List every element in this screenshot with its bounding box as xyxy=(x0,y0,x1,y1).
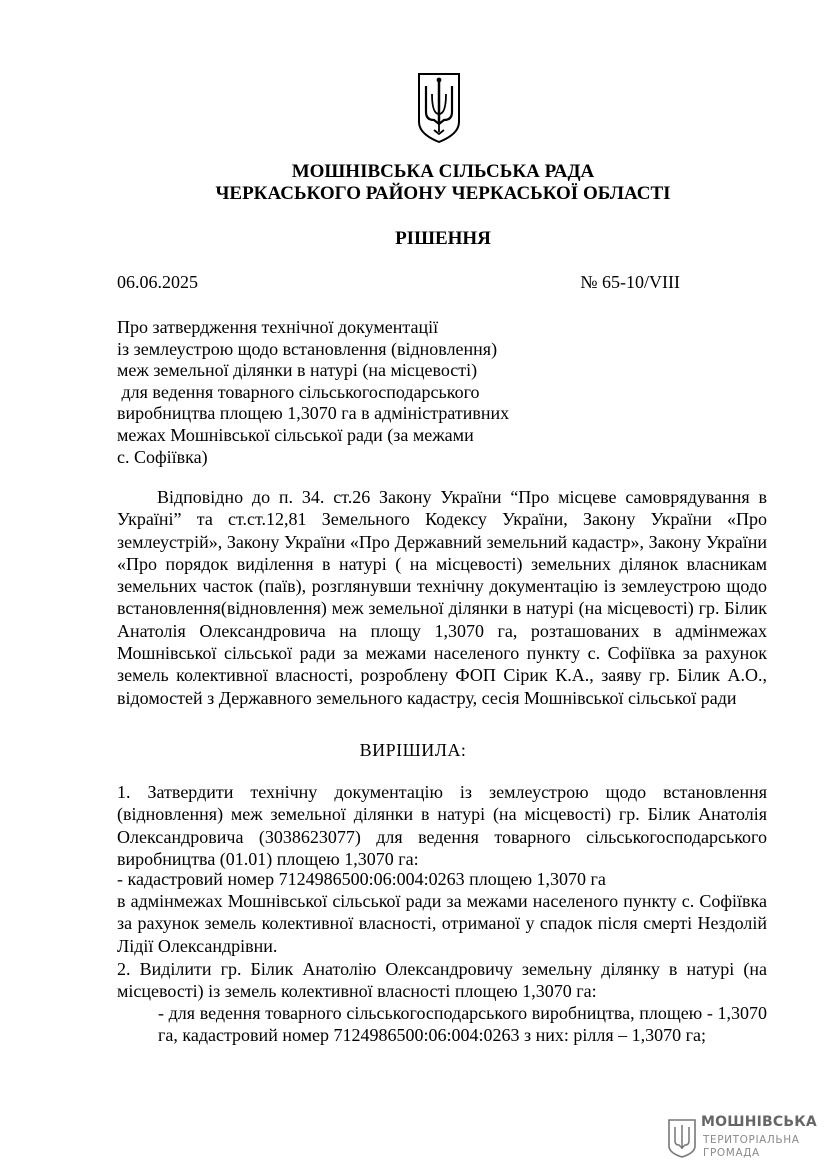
trident-coat-of-arms-icon xyxy=(416,72,462,144)
community-logo-title: МОШНІВСЬКА xyxy=(701,1114,817,1130)
community-emblem-icon xyxy=(667,1118,697,1158)
community-logo-subtitle-2: ГРОМАДА xyxy=(703,1147,760,1159)
district-name: ЧЕРКАСЬКОГО РАЙОНУ ЧЕРКАСЬКОЇ ОБЛАСТІ xyxy=(215,183,671,204)
item-2-detail: - для ведення товарного сільськогосподарського виробництва, площею - 1,3070 га, кадастровий номер 7124986500:06:004:0263 з них: рілля – 1,3070 га; xyxy=(158,1003,767,1046)
decision-number: № 65-10/VIII xyxy=(580,272,680,292)
item-1-location: в адмінмежах Мошнівської сільської ради за межами населеного пункту с. Софіївка за рахунок земель колективної власності, отриманої у спадок після смерті Нездолій Лідії Олександрівни. xyxy=(117,891,767,956)
decision-subject: Про затвердження технічної документації із землеустрою щодо встановлення (відновлення) меж земельної ділянки в натурі (на місцевості) для ведення товарного сільськогосподарського виробництва площею 1,3070 га в адміністративних межах Мошнівської сільської ради (за межами с. Софіївка) xyxy=(117,317,510,467)
community-logo xyxy=(667,1114,817,1162)
item-1-cadastral-number: - кадастровий номер 7124986500:06:004:0263 площею 1,3070 га xyxy=(117,869,606,889)
decision-date: 06.06.2025 xyxy=(117,272,198,292)
preamble-paragraph: Відповідно до п. 34. ст.26 Закону України “Про місцеве самоврядування в Україні” та ст.ст.12,81 Земельного Кодексу України, Закону України «Про землеустрій», Закону України «Про Державний земельний кадастр», Закону України «Про порядок виділення в натурі ( на місцевості) земельних ділянок власникам земельних часток (паїв), розглянувши технічну документацію із землеустрою щодо встановлення(відновлення) меж земельної ділянки в натурі (на місцевості) гр. Білик Анатолія Олександровича на площу 1,3070 га, розташованих в адмінмежах Мошнівської сільської ради за межами населеного пункту с. Софіївка за рахунок земель колективної власності, розроблену ФОП Сірик К.А., заяву гр. Білик А.О., відомостей з Державного земельного кадастру, сесія Мошнівської сільської ради xyxy=(117,487,767,708)
item-2: 2. Виділити гр. Білик Анатолію Олександровичу земельну ділянку в натурі (на місцевості) із земель колективної власності площею 1,3070 га: xyxy=(117,959,767,1002)
item-1: 1. Затвердити технічну документацію із землеустрою щодо встановлення (відновлення) меж земельної ділянки в натурі (на місцевості) гр. Білик Анатолія Олександровича (3038623077) для ведення товарного сільськогосподарського виробництва (01.01) площею 1,3070 га: xyxy=(117,782,767,869)
community-logo-subtitle: ТЕРИТОРІАЛЬНА xyxy=(703,1134,800,1146)
council-name: МОШНІВСЬКА СІЛЬСЬКА РАДА xyxy=(291,161,595,182)
document-type: РІШЕННЯ xyxy=(395,228,491,249)
resolved-heading: ВИРІШИЛА: xyxy=(359,740,467,760)
